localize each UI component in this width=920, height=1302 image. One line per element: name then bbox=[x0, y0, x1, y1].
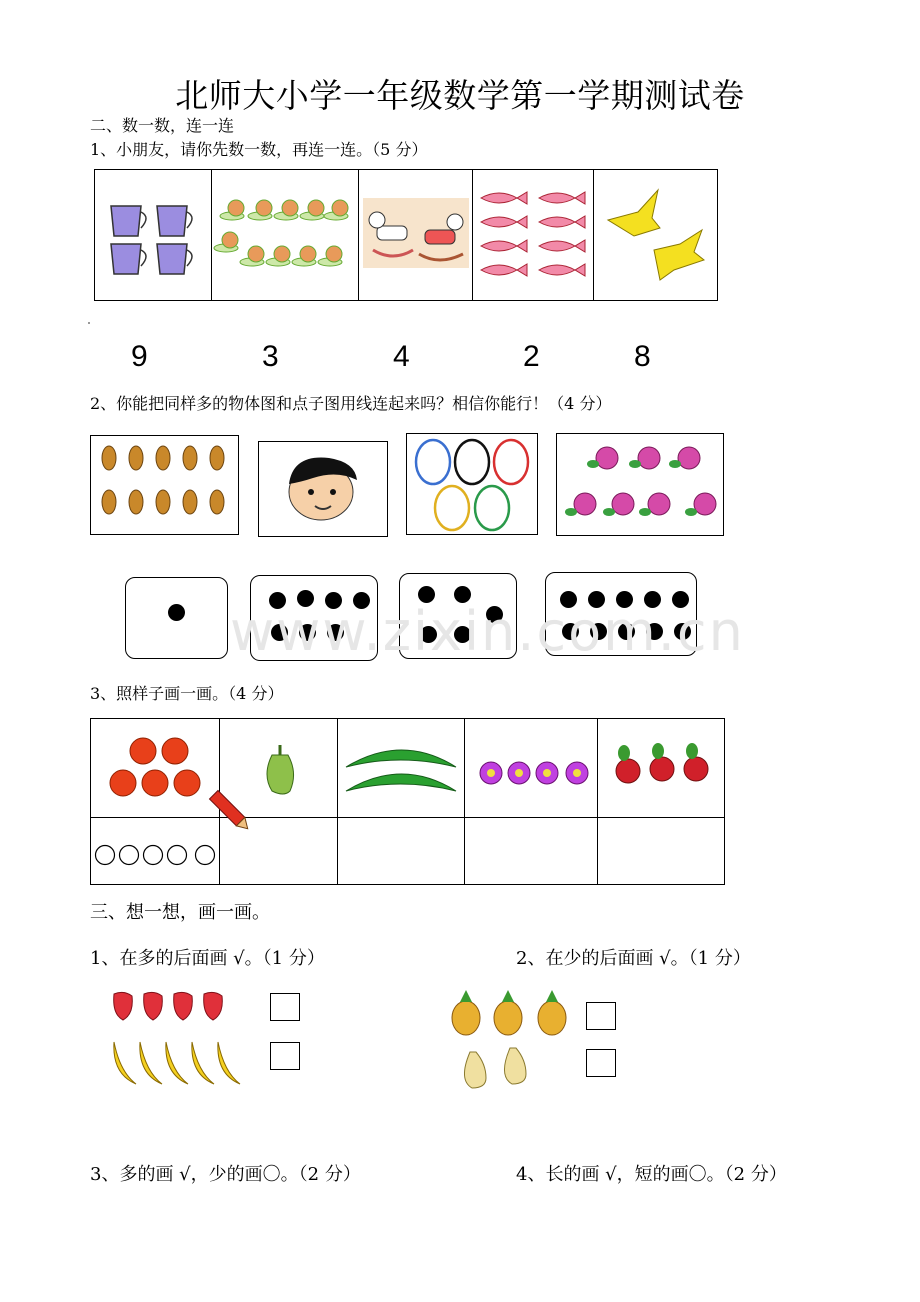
flowers-picture bbox=[556, 433, 724, 536]
fish-cell bbox=[473, 170, 594, 300]
tomatoes-image bbox=[91, 719, 219, 813]
draw-example-table bbox=[90, 718, 725, 885]
fish-image bbox=[473, 170, 593, 300]
number-0: 9 bbox=[131, 340, 148, 373]
number-3: 2 bbox=[523, 340, 540, 373]
rocking-horses-cell bbox=[359, 170, 473, 300]
wheat-image bbox=[91, 436, 238, 534]
number-1: 3 bbox=[262, 340, 279, 373]
pencil-icon bbox=[204, 784, 256, 838]
question-3-3: 3、多的画 √，少的画〇。（2 分） bbox=[90, 1164, 361, 1185]
pineapples-pears-image bbox=[446, 988, 576, 1092]
answer-cell-radishes[interactable] bbox=[598, 818, 725, 885]
rings-picture bbox=[406, 433, 538, 535]
boy-face-image bbox=[259, 442, 387, 536]
number-4: 8 bbox=[634, 340, 651, 373]
snails-image bbox=[212, 170, 358, 300]
section-3-heading: 三、想一想，画一画。 bbox=[90, 902, 270, 923]
dot-card-1 bbox=[125, 577, 228, 659]
section-2-heading: 二、数一数，连一连 bbox=[90, 116, 235, 135]
rings-image bbox=[407, 434, 537, 534]
count-pictures-row bbox=[94, 169, 718, 301]
answer-box-bananas[interactable] bbox=[270, 1042, 300, 1070]
question-3-2: 2、在少的后面画 √。（1 分） bbox=[516, 948, 751, 969]
answer-box-pineapples[interactable] bbox=[586, 1002, 616, 1030]
birds-image bbox=[594, 170, 719, 300]
purple-flowers-cell bbox=[465, 719, 598, 818]
question-2-1: 1、小朋友，请你先数一数，再连一连。（5 分） bbox=[90, 140, 428, 159]
boy-picture bbox=[258, 441, 388, 537]
answer-box-pears[interactable] bbox=[586, 1049, 616, 1077]
flowers-image bbox=[557, 434, 723, 535]
number-2: 4 bbox=[393, 340, 410, 373]
watermark: www.zixin.com.cn bbox=[230, 600, 745, 663]
example-answer-cell bbox=[91, 818, 220, 885]
tomatoes-cell bbox=[91, 719, 220, 818]
answer-cell-flowers[interactable] bbox=[465, 818, 598, 885]
cucumbers-image bbox=[338, 719, 464, 813]
cucumbers-cell bbox=[338, 719, 465, 818]
purple-flowers-image bbox=[465, 719, 597, 813]
page-title: 北师大小学一年级数学第一学期测试卷 bbox=[175, 76, 745, 115]
dot bbox=[168, 604, 185, 621]
question-3-4: 4、长的画 √，短的画〇。（2 分） bbox=[516, 1164, 787, 1185]
strawberries-bananas-image bbox=[108, 986, 248, 1090]
question-3-1: 1、在多的后面画 √。（1 分） bbox=[90, 948, 325, 969]
radishes-image bbox=[598, 719, 724, 813]
rocking-horses-image bbox=[359, 170, 472, 300]
cups-cell bbox=[95, 170, 212, 300]
birds-cell bbox=[594, 170, 719, 300]
answer-cell-cucumbers[interactable] bbox=[338, 818, 465, 885]
example-circles bbox=[91, 818, 219, 880]
radishes-cell bbox=[598, 719, 725, 818]
wheat-picture bbox=[90, 435, 239, 535]
question-2-3: 3、照样子画一画。（4 分） bbox=[90, 684, 284, 703]
snails-cell bbox=[212, 170, 359, 300]
answer-box-strawberries[interactable] bbox=[270, 993, 300, 1021]
question-2-2: 2、你能把同样多的物体图和点子图用线连起来吗？相信你能行！（4 分） bbox=[90, 394, 612, 413]
cups-image bbox=[95, 170, 211, 300]
